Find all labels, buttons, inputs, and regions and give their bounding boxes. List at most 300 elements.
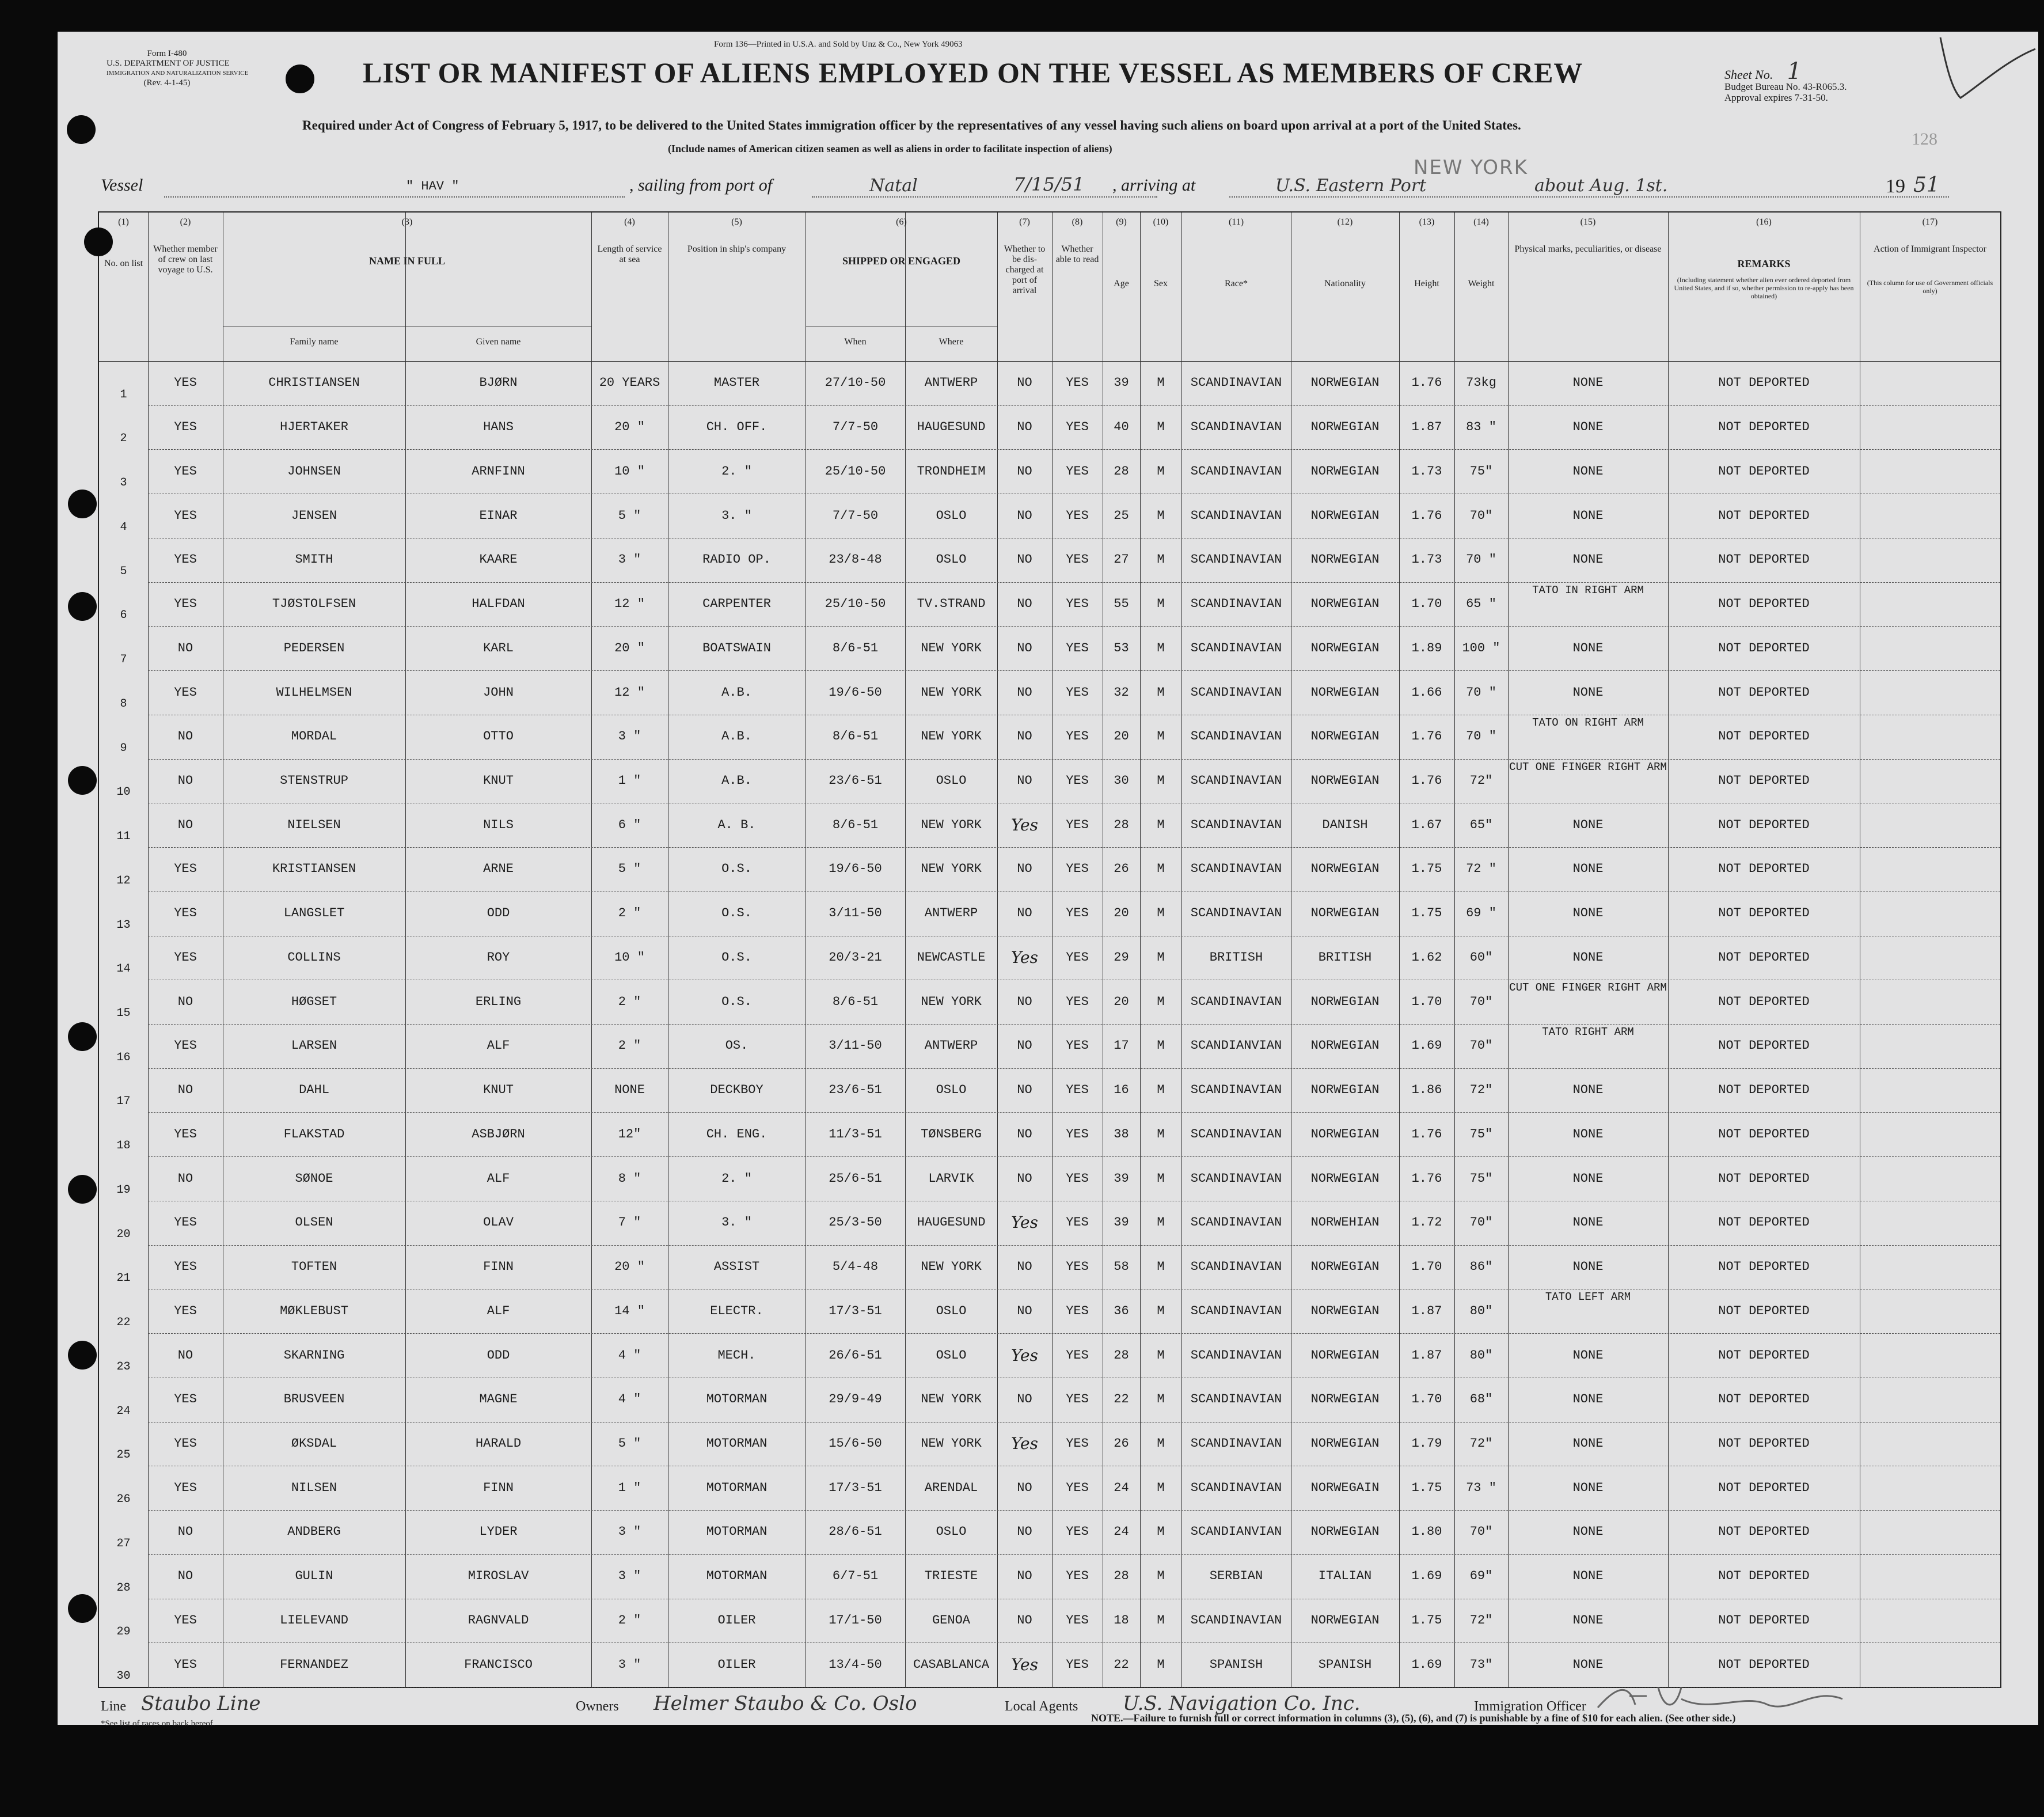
cell-disch: NO [1017,1126,1032,1141]
cell-read: YES [1066,1126,1089,1141]
header-c15-number: (15) [1580,217,1596,227]
cell-nat: NORWEGIAN [1310,508,1380,523]
cell-race: SCANDINAVIAN [1190,685,1282,700]
cell-disch: NO [1017,1260,1032,1274]
cell-when: 5/4-48 [832,1260,879,1274]
cell-sex: M [1157,1083,1165,1098]
cell-age: 24 [1114,1524,1129,1539]
cell-nat: NORWEGIAN [1310,773,1380,788]
cell-given: JOHN [483,685,514,700]
cell-remarks: NOT DEPORTED [1718,552,1810,567]
cell-sex: M [1157,508,1165,523]
cell-crew: NO [177,729,193,744]
cell-age: 28 [1114,1348,1129,1363]
cell-height: 1.86 [1411,1083,1442,1098]
cell-race: SCANDINAVIAN [1190,1171,1282,1186]
cell-height: 1.69 [1411,1038,1442,1053]
cell-nat: NORWEGIAN [1310,1524,1380,1539]
cell-height: 1.69 [1411,1657,1442,1672]
punch-hole [68,1022,97,1051]
punch-hole [286,65,314,93]
cell-given: KAARE [479,552,518,567]
cell-where: NEW YORK [921,640,982,655]
cell-where: TØNSBERG [921,1126,982,1141]
header-c3-number: (3) [401,217,413,227]
cell-marks: TATO LEFT ARM [1545,1291,1631,1304]
cell-position: CARPENTER [702,597,771,612]
cell-given: ALF [487,1038,510,1053]
sailing-port-value: Natal [869,176,918,196]
cell-race: SCANDINAVIAN [1190,1303,1282,1318]
row-divider [148,626,2000,627]
cell-disch: Yes [1011,1655,1038,1674]
cell-family: SMITH [295,552,333,567]
cell-where: NEW YORK [921,1260,982,1274]
cell-remarks: NOT DEPORTED [1718,1392,1810,1407]
cell-when: 15/6-50 [829,1436,882,1451]
cell-disch: NO [1017,1392,1032,1407]
cell-family: HØGSET [291,994,337,1009]
cell-marks: NONE [1572,906,1604,921]
cell-service: 20 " [614,640,645,655]
cell-crew: NO [177,1524,193,1539]
row-divider [148,1422,2000,1423]
cell-read: YES [1066,1436,1089,1451]
cell-remarks: NOT DEPORTED [1718,420,1810,435]
cell-position: A.B. [721,729,752,744]
cell-position: RADIO OP. [702,552,771,567]
cell-race: SCANDINAVIAN [1190,552,1282,567]
punch-hole [84,227,113,256]
cell-where: NEW YORK [921,729,982,744]
cell-when: 29/9-49 [829,1392,882,1407]
cell-given: FRANCISCO [464,1657,533,1672]
cell-weight: 70" [1469,994,1493,1009]
cell-age: 24 [1114,1480,1129,1495]
cell-weight: 72 " [1466,862,1496,877]
cell-family: LARSEN [291,1038,337,1053]
row-divider [148,670,2000,671]
header-c12-number: (12) [1337,217,1353,227]
cell-sex: M [1157,862,1165,877]
cell-race: SCANDINAVIAN [1190,906,1282,921]
cell-disch: NO [1017,685,1032,700]
cell-age: 55 [1114,597,1129,612]
cell-nat: BRITISH [1318,950,1372,965]
cell-crew: YES [174,1215,197,1230]
penalty-note: NOTE.—Failure to furnish full or correct information in columns (3), (5), (6), and (7) is punishable by a fine of $10 for each alien. (See other side.) [1091,1712,1736,1724]
cell-height: 1.79 [1411,1436,1442,1451]
cell-age: 28 [1114,817,1129,832]
cell-read: YES [1066,1348,1089,1363]
cell-height: 1.76 [1411,508,1442,523]
cell-where: TV.STRAND [917,597,986,612]
cell-when: 23/8-48 [829,552,882,567]
cell-sex: M [1157,1569,1165,1584]
cell-read: YES [1066,1392,1089,1407]
cell-read: YES [1066,817,1089,832]
cell-remarks: NOT DEPORTED [1718,950,1810,965]
cell-service: 2 " [618,1613,641,1628]
cell-sex: M [1157,1215,1165,1230]
cell-disch: NO [1017,640,1032,655]
cell-given: ALF [487,1171,510,1186]
cell-race: SERBIAN [1209,1569,1263,1584]
cell-weight: 69" [1469,1569,1493,1584]
cell-height: 1.73 [1411,552,1442,567]
form-code-block [107,49,249,88]
cell-marks: NONE [1572,552,1604,567]
cell-where: OSLO [936,1303,967,1318]
cell-where: LARVIK [928,1171,974,1186]
cell-race: SCANDINAVIAN [1190,1480,1282,1495]
arriving-label: , arriving at [1112,176,1196,195]
punch-hole [68,1341,97,1370]
row-number: 1 [120,388,127,401]
cell-service: 12 " [614,597,645,612]
cell-remarks: NOT DEPORTED [1718,1083,1810,1098]
cell-disch: NO [1017,1524,1032,1539]
cell-nat: NORWEGIAN [1310,1303,1380,1318]
cell-remarks: NOT DEPORTED [1718,1038,1810,1053]
cell-service: 7 " [618,1215,641,1230]
header-c2-number: (2) [180,217,191,227]
header-c13-number: (13) [1419,217,1435,227]
cell-position: MECH. [717,1348,756,1363]
cell-disch: NO [1017,1303,1032,1318]
cell-read: YES [1066,1613,1089,1628]
cell-crew: YES [174,597,197,612]
cell-disch: Yes [1011,1433,1038,1453]
cell-sex: M [1157,1171,1165,1186]
cell-given: ODD [487,906,510,921]
cell-weight: 65 " [1466,597,1496,612]
cell-weight: 100 " [1462,640,1500,655]
cell-family: GULIN [295,1569,333,1584]
cell-height: 1.76 [1411,773,1442,788]
cell-age: 18 [1114,1613,1129,1628]
cell-nat: DANISH [1322,817,1368,832]
cell-weight: 72" [1469,1613,1493,1628]
cell-sex: M [1157,552,1165,567]
cell-crew: NO [177,773,193,788]
cell-race: SCANDINAVIAN [1190,729,1282,744]
cell-family: DAHL [299,1083,329,1098]
header-c5: Position in ship's company [687,244,787,254]
cell-nat: NORWEGAIN [1310,1480,1380,1495]
crew-table [98,211,2001,1688]
cell-where: OSLO [936,1524,967,1539]
cell-family: KRISTIANSEN [272,862,356,877]
cell-nat: NORWEGIAN [1310,1348,1380,1363]
cell-read: YES [1066,1480,1089,1495]
cell-crew: YES [174,1303,197,1318]
cell-age: 26 [1114,862,1129,877]
cell-sex: M [1157,597,1165,612]
punch-hole [68,1175,97,1204]
sheet-label: Sheet No. [1724,67,1773,82]
cell-family: LIELEVAND [280,1613,348,1628]
cell-given: HALFDAN [472,597,525,612]
cell-where: NEW YORK [921,1392,982,1407]
cell-read: YES [1066,950,1089,965]
cell-position: MOTORMAN [706,1392,768,1407]
cell-crew: YES [174,464,197,479]
cell-when: 3/11-50 [829,906,882,921]
cell-crew: YES [174,1260,197,1274]
cell-height: 1.75 [1411,1613,1442,1628]
cell-nat: NORWEGIAN [1310,1126,1380,1141]
row-number: 11 [116,830,131,844]
cell-given: NILS [483,817,514,832]
cell-remarks: NOT DEPORTED [1718,597,1810,612]
cell-family: FLAKSTAD [283,1126,345,1141]
year-value: 51 [1913,173,1940,197]
cell-sex: M [1157,1126,1165,1141]
cell-sex: M [1157,994,1165,1009]
cell-height: 1.70 [1411,994,1442,1009]
cell-race: SCANDINAVIAN [1190,1260,1282,1274]
row-number: 5 [120,564,127,578]
cell-height: 1.76 [1411,1126,1442,1141]
row-divider [148,1068,2000,1069]
cell-position: 3. " [721,508,752,523]
cell-nat: NORWEGIAN [1310,1038,1380,1053]
cell-position: MASTER [713,375,760,390]
row-divider [148,1024,2000,1025]
cell-age: 58 [1114,1260,1129,1274]
cell-family: NILSEN [291,1480,337,1495]
cell-crew: NO [177,1083,193,1098]
cell-remarks: NOT DEPORTED [1718,640,1810,655]
cell-weight: 70 " [1466,685,1496,700]
row-number: 8 [120,697,127,711]
cell-sex: M [1157,375,1165,390]
cell-service: 14 " [614,1303,645,1318]
cell-position: OILER [717,1613,756,1628]
cell-family: TOFTEN [291,1260,337,1274]
cell-where: ANTWERP [924,1038,978,1053]
cell-sex: M [1157,420,1165,435]
cell-service: 2 " [618,994,641,1009]
punch-hole [68,592,97,621]
cell-position: CH. OFF. [706,420,768,435]
cell-given: FINN [483,1480,514,1495]
cell-service: 3 " [618,729,641,744]
cell-where: CASABLANCA [913,1657,990,1672]
cell-remarks: NOT DEPORTED [1718,1657,1810,1672]
include-note: (Include names of American citizen seamen as well as aliens in order to facilitate inspection of aliens) [668,143,1112,154]
cell-weight: 70" [1469,1215,1493,1230]
year-prefix: 19 [1886,176,1905,197]
owners-label: Owners [576,1699,619,1714]
cell-when: 17/1-50 [829,1613,882,1628]
cell-position: BOATSWAIN [702,640,771,655]
cell-height: 1.70 [1411,1392,1442,1407]
header-c14-number: (14) [1473,217,1489,227]
cell-sex: M [1157,1303,1165,1318]
cell-height: 1.70 [1411,1260,1442,1274]
cell-nat: NORWEGIAN [1310,420,1380,435]
cell-race: SCANDINAVIAN [1190,375,1282,390]
cell-weight: 73 " [1466,1480,1496,1495]
header-c14: Weight [1468,279,1495,289]
cell-when: 13/4-50 [829,1657,882,1672]
cell-given: ODD [487,1348,510,1363]
cell-remarks: NOT DEPORTED [1718,685,1810,700]
cell-marks: TATO RIGHT ARM [1542,1026,1634,1038]
cell-marks: NONE [1572,1126,1604,1141]
sailing-label: , sailing from port of [629,176,773,195]
cell-marks: NONE [1572,1480,1604,1495]
page-title: LIST OR MANIFEST OF ALIENS EMPLOYED ON THE VESSEL AS MEMBERS OF CREW [363,56,1583,89]
cell-marks: NONE [1572,950,1604,965]
cell-height: 1.66 [1411,685,1442,700]
cell-given: MIROSLAV [468,1569,529,1584]
row-number: 27 [116,1537,131,1550]
cell-service: NONE [614,1083,645,1098]
cell-given: FINN [483,1260,514,1274]
cell-nat: NORWEGIAN [1310,729,1380,744]
row-number: 10 [116,786,131,799]
cell-service: 1 " [618,773,641,788]
cell-read: YES [1066,994,1089,1009]
cell-marks: CUT ONE FINGER RIGHT ARM [1509,981,1667,995]
cell-remarks: NOT DEPORTED [1718,1613,1810,1628]
arriving-handwritten: NEW YORK [1414,156,1528,179]
cell-family: PEDERSEN [283,640,345,655]
cell-service: 3 " [618,1657,641,1672]
cell-service: 3 " [618,1569,641,1584]
cell-marks: NONE [1572,1083,1604,1098]
cell-height: 1.72 [1411,1215,1442,1230]
cell-service: 20 YEARS [599,375,660,390]
row-divider [148,759,2000,760]
cell-read: YES [1066,420,1089,435]
cell-height: 1.70 [1411,597,1442,612]
cell-where: NEW YORK [921,685,982,700]
cell-race: SCANDIANVIAN [1190,1038,1282,1053]
row-divider [148,847,2000,848]
form-code-line-2: U.S. DEPARTMENT OF JUSTICE [107,59,230,68]
cell-service: 10 " [614,464,645,479]
cell-when: 7/7-50 [832,508,879,523]
cell-height: 1.69 [1411,1569,1442,1584]
cell-remarks: NOT DEPORTED [1718,464,1810,479]
row-number: 6 [120,609,127,623]
header-c16-number: (16) [1756,217,1772,227]
cell-read: YES [1066,1083,1089,1098]
cell-nat: NORWEGIAN [1310,906,1380,921]
cell-read: YES [1066,552,1089,567]
cell-read: YES [1066,640,1089,655]
cell-when: 17/3-51 [829,1303,882,1318]
cell-age: 30 [1114,773,1129,788]
cell-read: YES [1066,597,1089,612]
row-number: 23 [116,1360,131,1374]
cell-nat: NORWEHIAN [1310,1215,1380,1230]
races-footnote: *See list of races on back hereof. [101,1719,215,1728]
row-number: 19 [116,1183,131,1197]
cell-crew: YES [174,950,197,965]
header-c6: SHIPPED OR ENGAGED [842,255,961,267]
cell-weight: 60" [1469,950,1493,965]
cell-marks: NONE [1572,1348,1604,1363]
cell-disch: Yes [1011,1345,1038,1365]
cell-height: 1.76 [1411,729,1442,744]
cell-age: 40 [1114,420,1129,435]
cell-given: ALF [487,1303,510,1318]
cell-disch: NO [1017,729,1032,744]
cell-where: ANTWERP [924,375,978,390]
cell-disch: NO [1017,420,1032,435]
cell-where: OSLO [936,1348,967,1363]
cell-weight: 65" [1469,817,1493,832]
cell-weight: 75" [1469,1126,1493,1141]
cell-nat: NORWEGIAN [1310,552,1380,567]
cell-crew: YES [174,552,197,567]
cell-remarks: NOT DEPORTED [1718,862,1810,877]
row-number: 9 [120,741,127,755]
cell-when: 25/10-50 [825,464,886,479]
cell-given: RAGNVALD [468,1613,529,1628]
row-number: 24 [116,1404,131,1418]
cell-service: 3 " [618,552,641,567]
cell-where: OSLO [936,508,967,523]
cell-when: 19/6-50 [829,862,882,877]
row-divider [148,405,2000,406]
cell-nat: NORWEGIAN [1310,685,1380,700]
cell-nat: NORWEGIAN [1310,862,1380,877]
cell-where: OSLO [936,1083,967,1098]
row-number: 13 [116,918,131,932]
cell-remarks: NOT DEPORTED [1718,1171,1810,1186]
cell-read: YES [1066,1260,1089,1274]
row-number: 30 [116,1670,131,1683]
cell-nat: NORWEGIAN [1310,375,1380,390]
cell-family: ØKSDAL [291,1436,337,1451]
cell-position: ELECTR. [710,1303,763,1318]
row-number: 14 [116,962,131,976]
cell-given: KARL [483,640,514,655]
header-c12: Nationality [1324,279,1366,289]
header-c4: Length of service at sea [597,244,662,264]
cell-remarks: NOT DEPORTED [1718,1126,1810,1141]
cell-crew: YES [174,1038,197,1053]
cell-remarks: NOT DEPORTED [1718,1436,1810,1451]
header-c8-number: (8) [1072,217,1083,227]
cell-age: 27 [1114,552,1129,567]
cell-family: LANGSLET [283,906,345,921]
cell-sex: M [1157,1524,1165,1539]
header-c10-number: (10) [1153,217,1169,227]
cell-crew: YES [174,1392,197,1407]
arrival-date-value: about Aug. 1st. [1534,176,1668,196]
cell-position: A.B. [721,685,752,700]
cell-race: SCANDINAVIAN [1190,420,1282,435]
header-c13: Height [1414,279,1439,289]
cell-read: YES [1066,906,1089,921]
row-number: 29 [116,1625,131,1639]
cell-given: BJØRN [479,375,518,390]
cell-age: 36 [1114,1303,1129,1318]
cell-marks: NONE [1572,862,1604,877]
row-number: 18 [116,1139,131,1153]
row-divider [148,582,2000,583]
cell-remarks: NOT DEPORTED [1718,817,1810,832]
cell-position: MOTORMAN [706,1436,768,1451]
cell-read: YES [1066,1303,1089,1318]
